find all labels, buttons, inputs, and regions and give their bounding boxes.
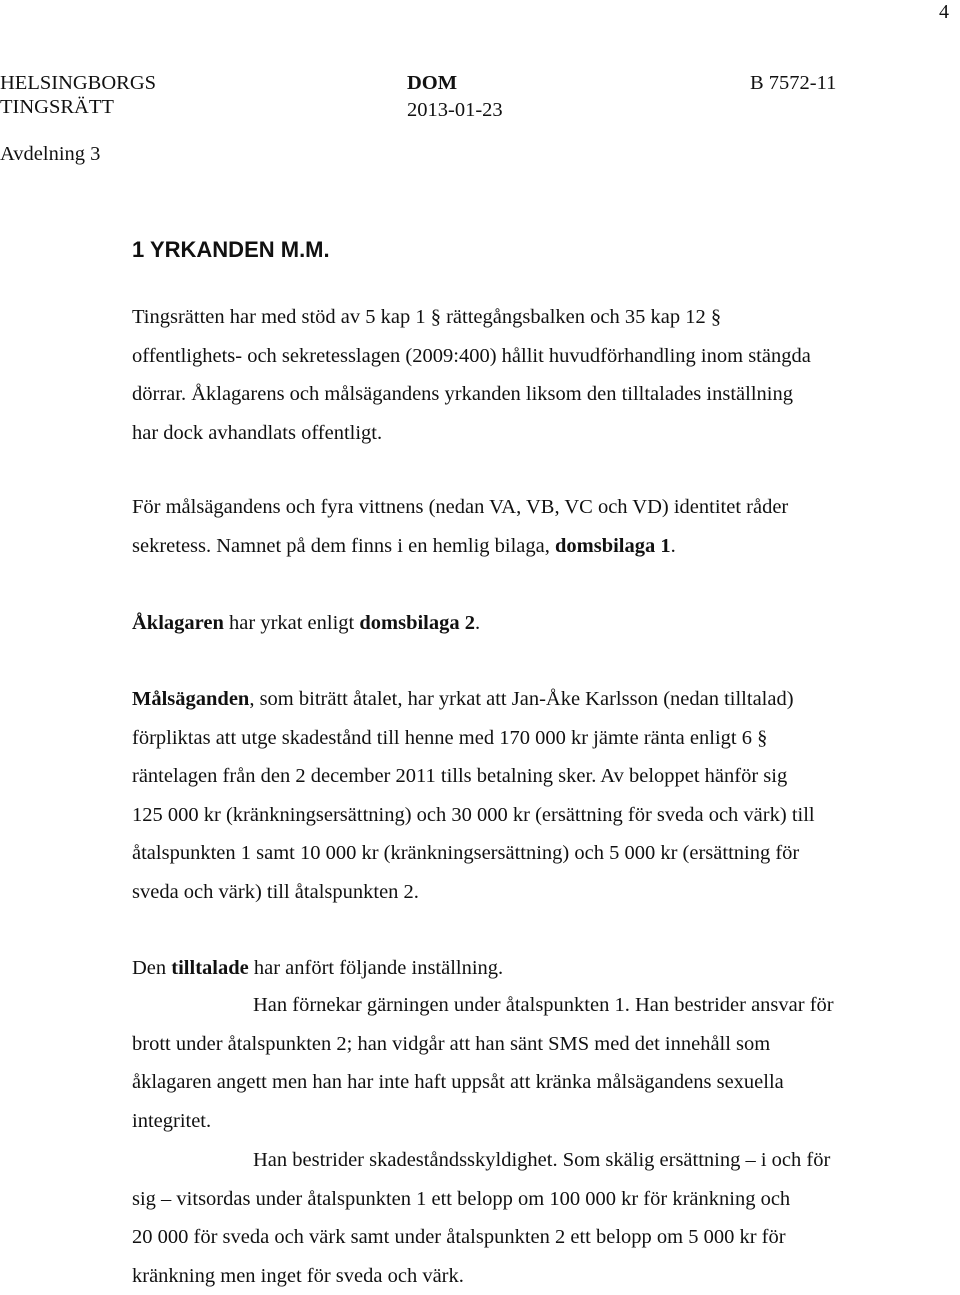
text-line: Han förnekar gärningen under åtalspunkten 1. Han bestrider ansvar för [253, 994, 834, 1016]
document-date: 2013-01-23 [407, 99, 503, 121]
paragraph-injured-party-claim [132, 680, 922, 912]
text-line: förpliktas att utge skadestånd till henne med 170 000 kr jämte ränta enligt 6 § [132, 726, 768, 749]
page-number: 4 [939, 1, 949, 23]
text-line: 20 000 för sveda och värk samt under åtalspunkten 2 ett belopp om 5 000 kr för [132, 1226, 786, 1249]
text-fragment: , som biträtt åtalet, har yrkat att Jan-Åke Karlsson (nedan tilltalad) [249, 688, 794, 710]
text-line: åklagaren angett men han har inte haft uppsåt att kränka målsägandens sexuella [132, 1071, 784, 1094]
text-fragment: . [475, 612, 481, 634]
document-type: DOM [407, 72, 458, 94]
text-fragment: sekretess. Namnet på dem finns i en hemlig bilaga, [132, 534, 555, 557]
text-line [132, 680, 922, 719]
text-fragment: har anfört följande inställning. [248, 957, 504, 979]
court-name-line-2: TINGSRÄTT [0, 96, 114, 118]
text-fragment: Den [132, 957, 172, 979]
text-line: Han bestrider skadeståndsskyldighet. Som skälig ersättning – i och för [253, 1149, 831, 1171]
text-line: sig – vitsordas under åtalspunkten 1 ett belopp om 100 000 kr för kränkning och [132, 1187, 791, 1210]
text-line: kränkning men inget för sveda och värk. [132, 1264, 464, 1287]
text-line: brott under åtalspunkten 2; han vidgår att han sänt SMS med det innehåll som [132, 1032, 771, 1055]
division: Avdelning 3 [0, 143, 101, 165]
text-line [132, 949, 922, 988]
bold-reference: domsbilaga 1 [554, 534, 671, 557]
bold-term: Åklagaren [132, 612, 224, 634]
text-line: har dock avhandlats offentligt. [132, 421, 383, 444]
text-line: sveda och värk) till åtalspunkten 2. [132, 880, 419, 903]
bold-term: Målsäganden [132, 688, 250, 710]
paragraph-defendant-denial [132, 986, 922, 1140]
text-line: 125 000 kr (kränkningsersättning) och 30 000 kr (ersättning för sveda och värk) till [132, 803, 815, 826]
text-fragment: har yrkat enligt [223, 612, 360, 634]
paragraph-damages-position [132, 1141, 922, 1295]
text-fragment: . [670, 534, 676, 557]
bold-term: tilltalade [171, 957, 249, 979]
text-line [132, 604, 922, 643]
text-line: För målsägandens och fyra vittnens (nedan VA, VB, VC och VD) identitet råder [132, 496, 789, 518]
paragraph-prosecutor [132, 604, 922, 643]
text-line: räntelagen från den 2 december 2011 tills betalning sker. Av beloppet hänför sig [132, 765, 788, 788]
text-line: offentlighets- och sekretesslagen (2009:400) hållit huvudförhandling inom stängda [132, 344, 811, 367]
text-line: Tingsrätten har med stöd av 5 kap 1 § rättegångsbalken och 35 kap 12 § [132, 306, 722, 328]
paragraph-defendant-intro [132, 949, 922, 988]
section-heading: 1 YRKANDEN M.M. [132, 237, 330, 262]
paragraph-confidentiality [132, 488, 922, 565]
text-line [132, 527, 922, 566]
paragraph-closed-hearing [132, 298, 922, 452]
text-line: integritet. [132, 1109, 212, 1132]
case-number: B 7572-11 [750, 72, 837, 94]
text-line: dörrar. Åklagarens och målsägandens yrkanden liksom den tilltalades inställning [132, 383, 793, 406]
bold-reference: domsbilaga 2 [359, 612, 475, 634]
text-line: åtalspunkten 1 samt 10 000 kr (kränkningsersättning) och 5 000 kr (ersättning för [132, 842, 800, 865]
court-name-line-1: HELSINGBORGS [0, 72, 157, 94]
